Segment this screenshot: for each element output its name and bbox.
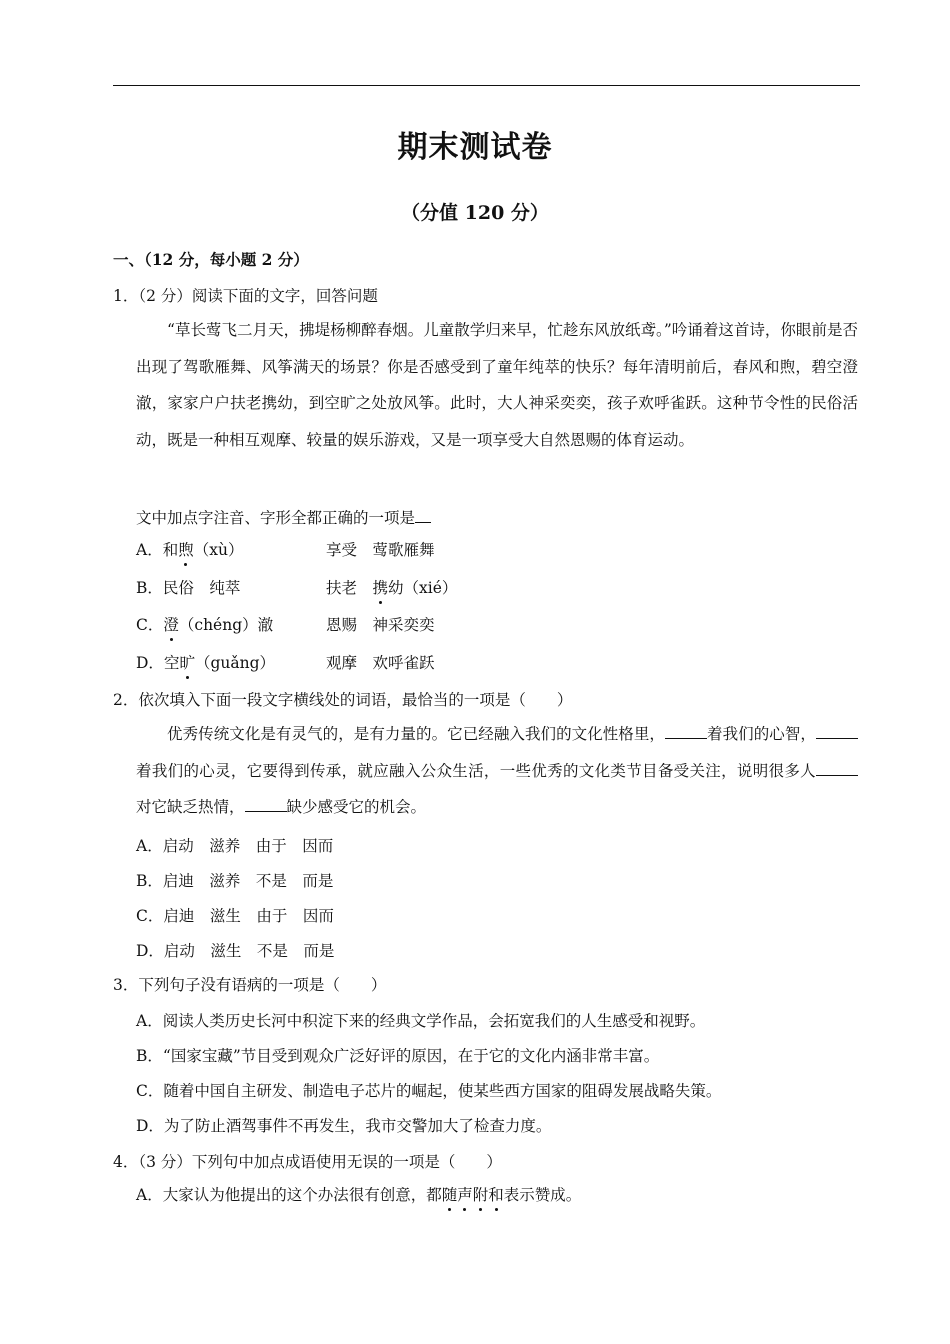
fill-blank-1[interactable] bbox=[665, 724, 707, 739]
q1-option-d-words: 观摩 欢呼雀跃 bbox=[326, 654, 435, 672]
q1-option-c[interactable]: C．澄（chéng）澈 bbox=[136, 616, 274, 634]
q2-option-d[interactable]: D．启动 滋生 不是 而是 bbox=[136, 942, 335, 960]
emphasis-dot-char: 随 bbox=[441, 1186, 458, 1204]
emphasis-dot-char: 携 bbox=[372, 579, 389, 597]
emphasis-dot-char: 澄 bbox=[163, 616, 179, 634]
question-3-stem: 3．下列句子没有语病的一项是（ ） bbox=[113, 976, 387, 994]
section-heading: 一、（12 分，每小题 2 分） bbox=[113, 250, 309, 269]
passage-text: “草长莺飞二月天，拂堤杨柳醉春烟。儿童散学归来早，忙趁东风放纸鸢。”吟诵着这首诗，你眼前是否出现了驾歌雁舞、风筝满天的场景？你是否感受到了童年纯萃的快乐？每年清明前后，春风和煦，碧空澄澈，家家户户扶老携幼，到空旷之处放风筝。此时，大人神采奕奕，孩子欢呼雀跃。这种节令性的民俗活动，既是一种相互观摩、较量的娱乐游戏，又是一项享受大自然恩赐的体育运动。 bbox=[136, 321, 858, 449]
q3-option-b[interactable]: B．“国家宝藏”节目受到观众广泛好评的原因，在于它的文化内涵非常丰富。 bbox=[136, 1047, 660, 1065]
question-2-stem: 2．依次填入下面一段文字横线处的词语，最恰当的一项是（ ） bbox=[113, 691, 573, 709]
q4-option-a[interactable]: A．大家认为他提出的这个办法很有创意，都随声附和表示赞成。 bbox=[136, 1186, 582, 1204]
q1-option-b[interactable]: B．民俗 纯萃 bbox=[136, 579, 241, 597]
question-4-stem: 4．（3 分）下列句中加点成语使用无误的一项是（ ） bbox=[113, 1153, 502, 1171]
q2-option-b[interactable]: B．启迪 滋养 不是 而是 bbox=[136, 872, 334, 890]
q1-option-b-words: 扶老 携幼（xié） bbox=[326, 579, 458, 597]
q2-option-a[interactable]: A．启动 滋养 由于 因而 bbox=[136, 837, 334, 855]
fill-blank-3[interactable] bbox=[816, 761, 858, 776]
question-1-passage bbox=[136, 312, 858, 458]
q3-option-a[interactable]: A．阅读人类历史长河中积淀下来的经典文学作品，会拓宽我们的人生感受和视野。 bbox=[136, 1012, 706, 1030]
fill-blank-2[interactable] bbox=[816, 724, 858, 739]
q1-option-a-words: 享受 莺歌雁舞 bbox=[326, 541, 435, 559]
q1-option-c-words: 恩赐 神采奕奕 bbox=[326, 616, 435, 634]
question-1-stem: 1．（2 分）阅读下面的文字，回答问题 bbox=[113, 287, 378, 305]
question-2-passage: 优秀传统文化是有灵气的，是有力量的。它已经融入我们的文化性格里， 着我们的心智，着我们的心灵，它要得到传承，就应融入公众生活，一些优秀的文化类节目备受关注，说明很多人对它缺乏热情， 缺少感受它的机会。 bbox=[136, 716, 858, 826]
fill-blank-4[interactable] bbox=[245, 797, 287, 812]
emphasis-dot-char: 旷 bbox=[179, 654, 195, 672]
emphasis-dot-char: 煦 bbox=[178, 541, 194, 559]
header-rule bbox=[113, 85, 860, 86]
q1-option-d[interactable]: D．空旷（guǎng） bbox=[136, 654, 276, 672]
q3-option-d[interactable]: D．为了防止酒驾事件不再发生，我市交警加大了检查力度。 bbox=[136, 1117, 552, 1135]
q3-option-c[interactable]: C．随着中国自主研发、制造电子芯片的崛起，使某些西方国家的阻碍发展战略失策。 bbox=[136, 1082, 722, 1100]
q2-option-c[interactable]: C．启迪 滋生 由于 因而 bbox=[136, 907, 334, 925]
page-title: 期末测试卷 bbox=[397, 130, 553, 165]
emphasis-dot-char: 声 bbox=[457, 1186, 473, 1204]
question-1-prompt: 文中加点字注音、字形全都正确的一项是 bbox=[136, 508, 431, 528]
emphasis-dot-char: 附 bbox=[472, 1186, 489, 1204]
score-subtitle: （分值 120 分） bbox=[401, 202, 549, 224]
emphasis-dot-char: 和 bbox=[488, 1186, 504, 1204]
q1-option-a[interactable]: A．和煦（xù） bbox=[136, 541, 244, 559]
